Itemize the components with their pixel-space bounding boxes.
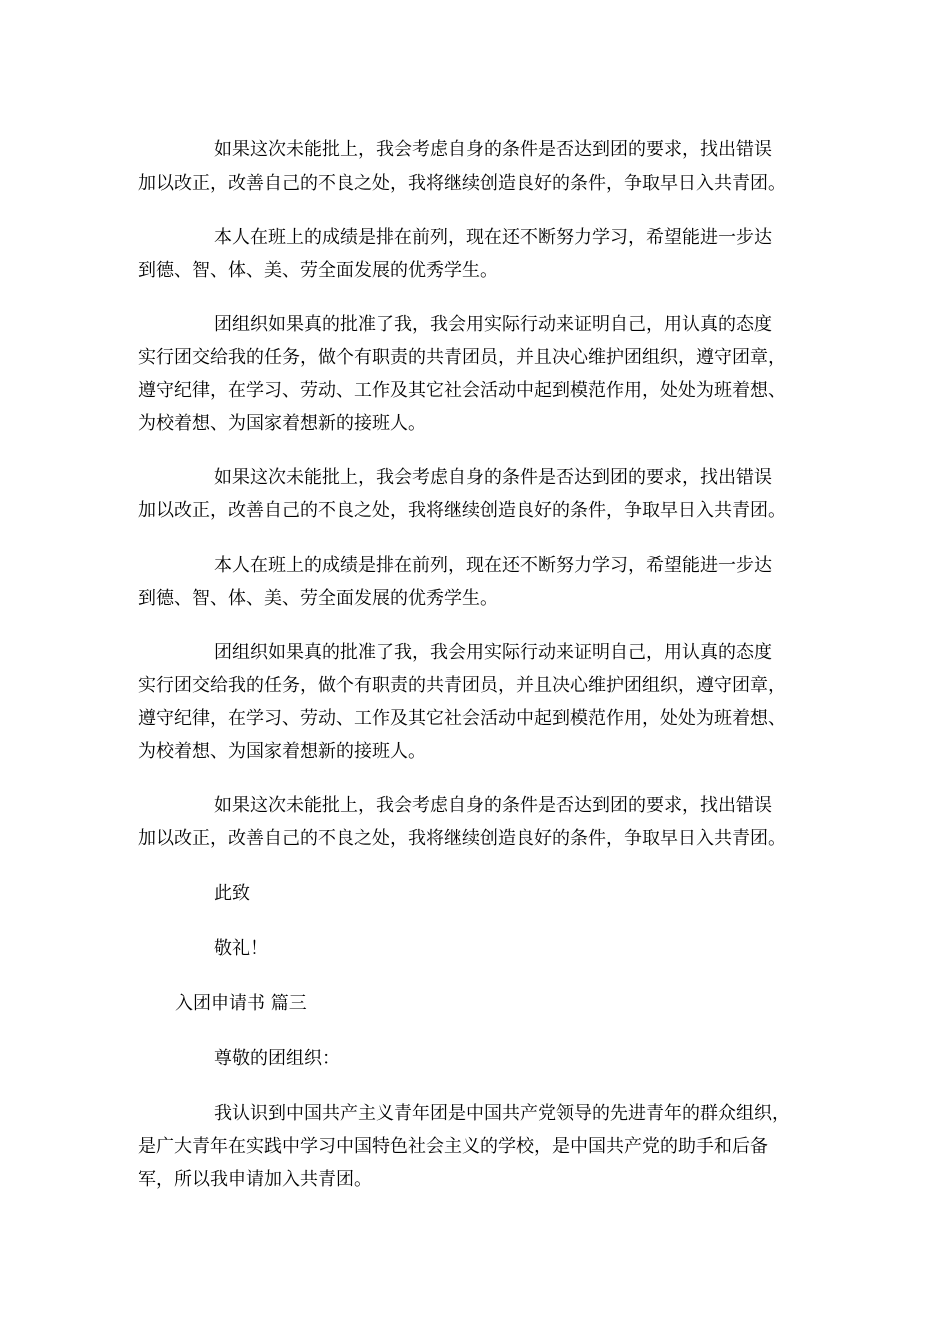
text-line: 本人在班上的成绩是排在前列，现在还不断努力学习，希望能进一步达 [214,555,772,576]
text-line: 遵守纪律，在学习、劳动、工作及其它社会活动中起到模范作用，处处为班着想、 [138,380,786,401]
text-line: 实行团交给我的任务，做个有职责的共青团员，并且决心维护团组织，遵守团章， [138,675,786,696]
text-line: 是广大青年在实践中学习中国特色社会主义的学校，是中国共产党的助手和后备 [138,1136,768,1157]
greeting-line: 尊敬的团组织： [214,1048,340,1069]
text-line: 军，所以我申请加入共青团。 [138,1169,372,1190]
text-line: 本人在班上的成绩是排在前列，现在还不断努力学习，希望能进一步达 [214,227,772,248]
text-line: 为校着想、为国家着想新的接班人。 [138,413,426,434]
text-line: 团组织如果真的批准了我，我会用实际行动来证明自己，用认真的态度 [214,642,772,663]
text-line: 如果这次未能批上，我会考虑自身的条件是否达到团的要求，找出错误 [214,139,772,160]
text-line: 加以改正，改善自己的不良之处，我将继续创造良好的条件，争取早日入共青团。 [138,828,786,849]
closing-line: 此致 [214,883,250,904]
text-line: 团组织如果真的批准了我，我会用实际行动来证明自己，用认真的态度 [214,314,772,335]
text-line: 到德、智、体、美、劳全面发展的优秀学生。 [138,588,498,609]
text-line: 遵守纪律，在学习、劳动、工作及其它社会活动中起到模范作用，处处为班着想、 [138,708,786,729]
salutation-line: 敬礼！ [214,938,268,959]
text-line: 加以改正，改善自己的不良之处，我将继续创造良好的条件，争取早日入共青团。 [138,173,786,194]
text-line: 我认识到中国共产主义青年团是中国共产党领导的先进青年的群众组织， [214,1103,790,1124]
text-line: 加以改正，改善自己的不良之处，我将继续创造良好的条件，争取早日入共青团。 [138,500,786,521]
text-line: 到德、智、体、美、劳全面发展的优秀学生。 [138,260,498,281]
text-line: 实行团交给我的任务，做个有职责的共青团员，并且决心维护团组织，遵守团章， [138,347,786,368]
text-line: 如果这次未能批上，我会考虑自身的条件是否达到团的要求，找出错误 [214,467,772,488]
text-line: 如果这次未能批上，我会考虑自身的条件是否达到团的要求，找出错误 [214,795,772,816]
section-heading: 入团申请书 篇三 [175,993,307,1014]
text-line: 为校着想、为国家着想新的接班人。 [138,741,426,762]
